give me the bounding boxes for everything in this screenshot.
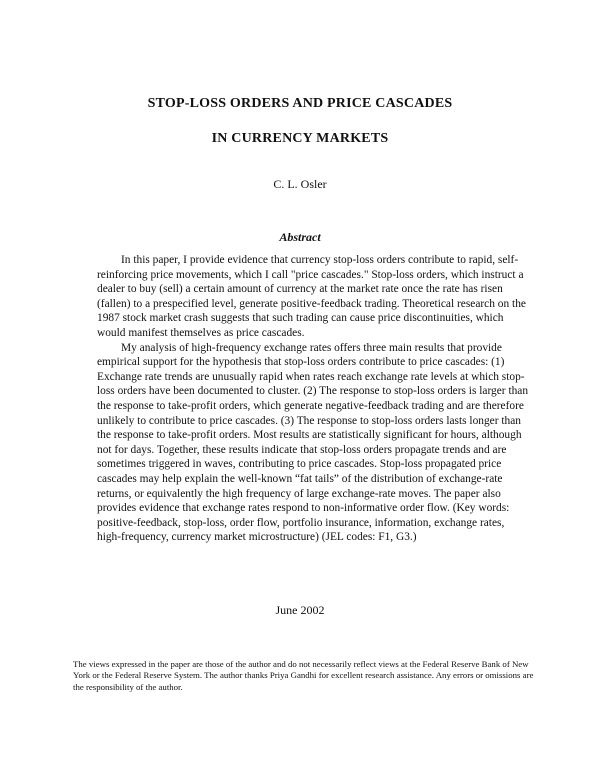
paper-title-line-1: STOP-LOSS ORDERS AND PRICE CASCADES [147,96,453,111]
disclaimer-footnote: The views expressed in the paper are those of the author and do not necessarily reflect views at the Federal Reserve Bank of New York or the Federal Reserve System. The author thanks Priya Gandhi for excellent research assistance. Any errors or omissions are the responsibility of the author. [73,659,534,692]
abstract-body [97,253,529,545]
abstract-heading: Abstract [279,230,321,244]
abstract-paragraph-2: My analysis of high-frequency exchange rates offers three main results that provide empirical support for the hypothesis that stop-loss orders contribute to price cascades: (1) Exchange rate trends are unusually rapid when rates reach exchange rate levels at which stop-loss orders have been documented to cluster. (2) The response to stop-loss orders is larger than the response to take-profit orders, which generate negative-feedback trading and are therefore unlikely to contribute to price cascades. (3) The response to stop-loss orders lasts longer than the response to take-profit orders. Most results are statistically significant for hours, although not for days. Together, these results indicate that stop-loss orders propagate trends and are sometimes triggered in waves, contributing to price cascades. Stop-loss propagated price cascades may help explain the well-known “fat tails” of the distribution of exchange-rate returns, or equivalently the high frequency of large exchange-rate moves. The paper also provides evidence that exchange rates respond to non-informative order flow. (Key words: positive-feedback, stop-loss, order flow, portfolio insurance, information, exchange rates, high-frequency, currency market microstructure) (JEL codes: F1, G3.) [97,341,529,544]
paper-title-line-2: IN CURRENCY MARKETS [211,131,389,146]
author-name: C. L. Osler [273,177,327,191]
abstract-paragraph-1: In this paper, I provide evidence that currency stop-loss orders contribute to rapid, self-reinforcing price movements, which I call "price cascades." Stop-loss orders, which instruct a dealer to buy (sell) a certain amount of currency at the market rate once the rate has risen (fallen) to a prespecified level, generate positive-feedback trading. Theoretical research on the 1987 stock market crash suggests that such trading can cause price discontinuities, which would manifest themselves as price cascades. [97,254,526,339]
publication-date: June 2002 [275,603,325,617]
